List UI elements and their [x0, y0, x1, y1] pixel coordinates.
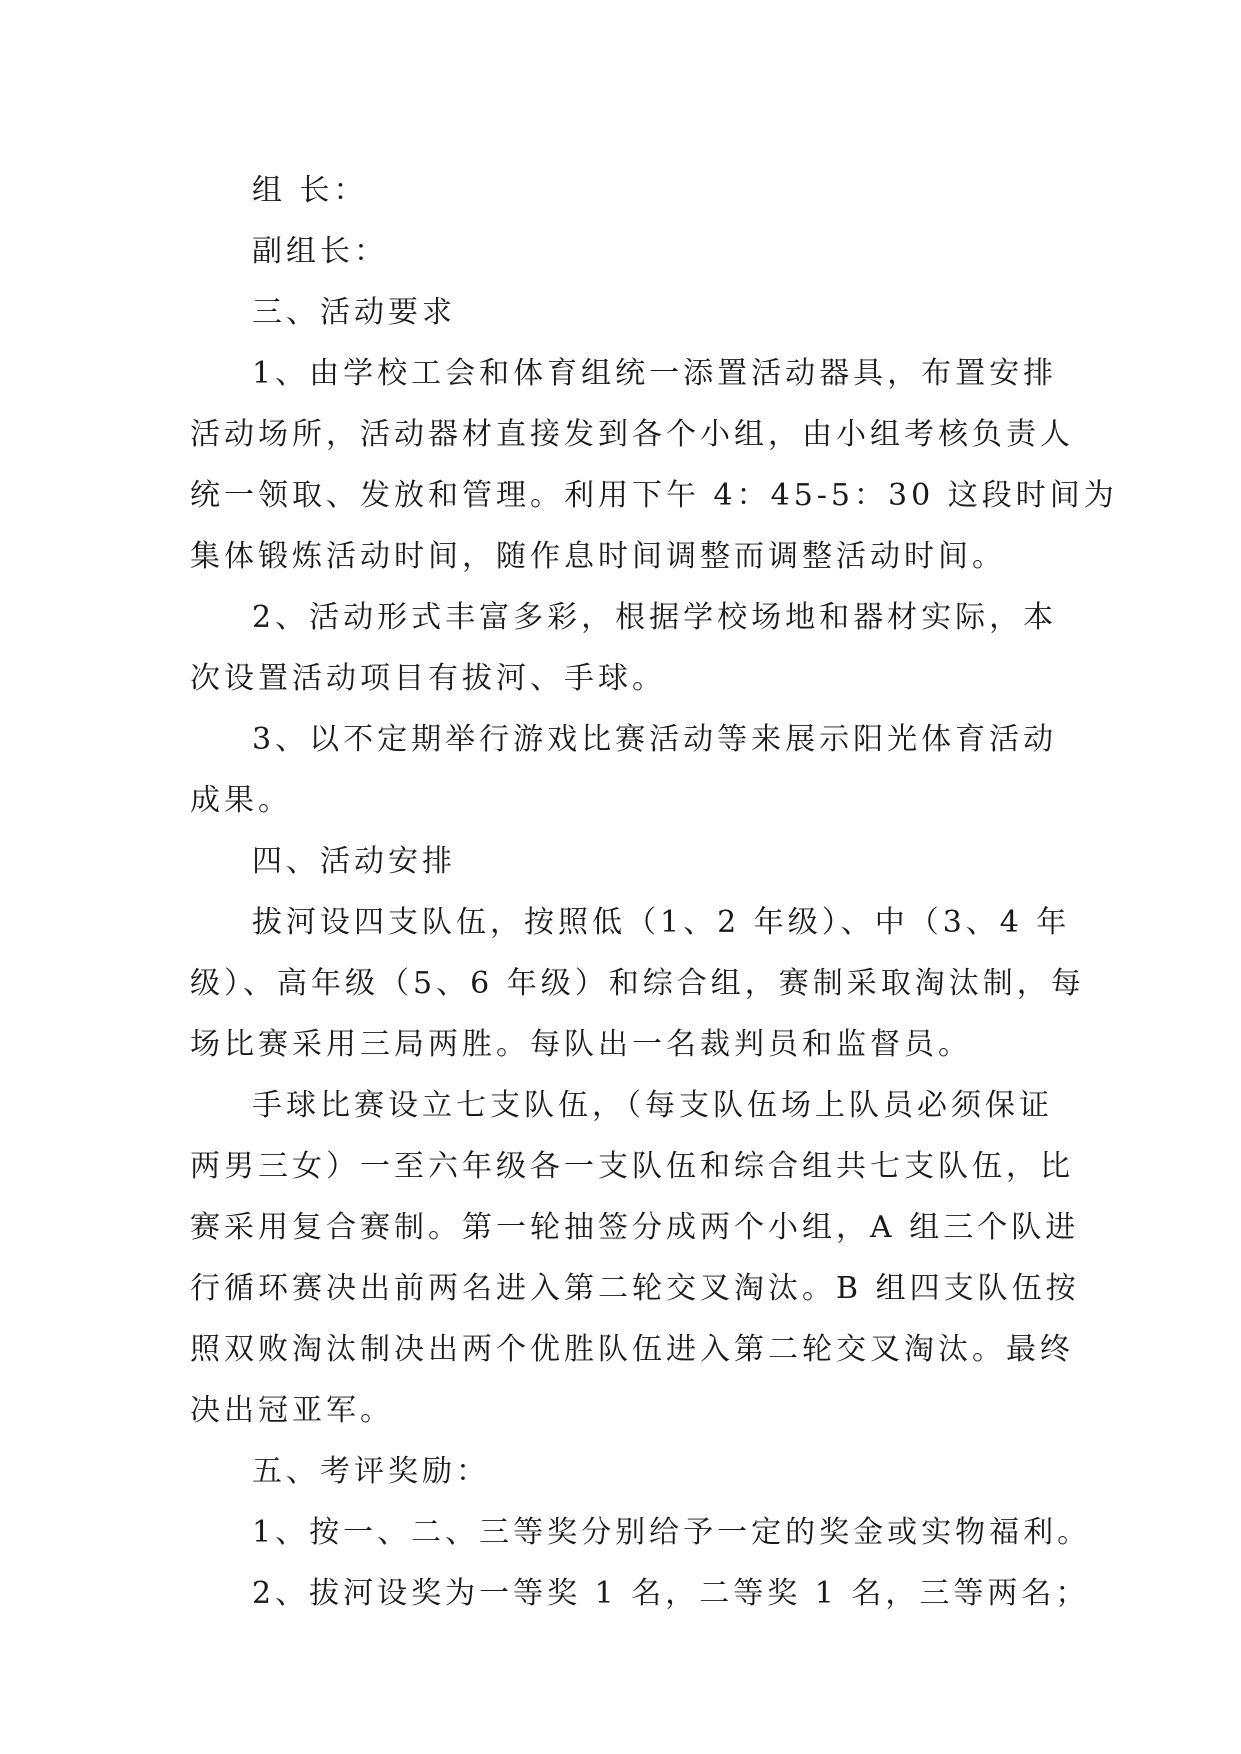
section-heading-requirements: 三、活动要求	[252, 295, 456, 330]
paragraph-line: 1、由学校工会和体育组统一添置活动器具，布置安排	[252, 356, 1058, 391]
section-heading-awards: 五、考评奖励：	[252, 1454, 490, 1489]
paragraph-line: 照双败淘汰制决出两个优胜队伍进入第二轮交叉淘汰。最终	[190, 1332, 1074, 1367]
paragraph-line: 两男三女）一至六年级各一支队伍和综合组共七支队伍，比	[190, 1149, 1074, 1184]
paragraph-line: 手球比赛设立七支队伍，（每支队伍场上队员必须保证	[252, 1088, 1053, 1123]
paragraph-line: 3、以不定期举行游戏比赛活动等来展示阳光体育活动	[252, 722, 1058, 757]
paragraph-line: 级）、高年级（5、6 年级）和综合组，赛制采取淘汰制，每	[190, 966, 1085, 1001]
paragraph-line: 次设置活动项目有拔河、手球。	[190, 661, 666, 696]
document-body	[190, 160, 1118, 1624]
paragraph-line: 统一领取、发放和管理。利用下午 4：45-5：30 这段时间为	[190, 478, 1118, 513]
paragraph-line: 集体锻炼活动时间，随作息时间调整而调整活动时间。	[190, 539, 1006, 574]
paragraph-line: 场比赛采用三局两胜。每队出一名裁判员和监督员。	[190, 1027, 972, 1062]
paragraph-line: 2、拔河设奖为一等奖 1 名，二等奖 1 名，三等两名；	[252, 1576, 1090, 1611]
paragraph-line: 2、活动形式丰富多彩，根据学校场地和器材实际，本	[252, 600, 1058, 635]
paragraph-line: 成果。	[190, 783, 292, 818]
leader-line: 组 长：	[252, 173, 368, 208]
paragraph-line: 1、按一、二、三等奖分别给予一定的奖金或实物福利。	[252, 1515, 1092, 1550]
paragraph-line: 行循环赛决出前两名进入第二轮交叉淘汰。B 组四支队伍按	[190, 1271, 1080, 1306]
deputy-leader-line: 副组长：	[252, 234, 388, 269]
paragraph-line: 活动场所，活动器材直接发到各个小组，由小组考核负责人	[190, 417, 1074, 452]
paragraph-line: 决出冠亚军。	[190, 1393, 394, 1428]
section-heading-arrangement: 四、活动安排	[252, 844, 456, 879]
paragraph-line: 拔河设四支队伍，按照低（1、2 年级）、中（3、4 年	[252, 905, 1071, 940]
paragraph-line: 赛采用复合赛制。第一轮抽签分成两个小组，A 组三个队进	[190, 1210, 1080, 1245]
